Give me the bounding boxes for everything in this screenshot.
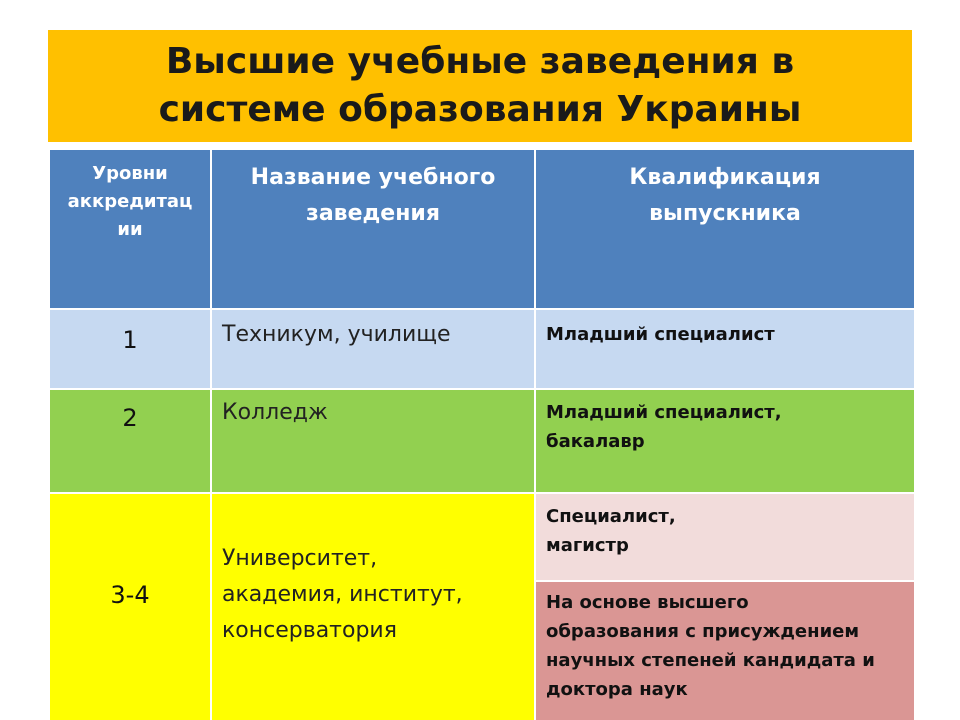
header-levels [49, 149, 211, 309]
title-banner [48, 30, 912, 142]
level-cell: 1 [49, 309, 211, 389]
institution-line: Колледж [222, 400, 328, 425]
institution-line: академия, институт, [222, 582, 463, 607]
table-row [49, 493, 915, 581]
header-levels-line: Уровни [92, 163, 168, 184]
header-levels-line: ии [117, 219, 143, 240]
qualification-line: Специалист, [546, 506, 676, 527]
qualification-line: магистр [546, 535, 629, 556]
header-name-line: Название учебного [250, 165, 496, 190]
institution-line: Университет, [222, 546, 378, 571]
institution-cell [211, 389, 535, 493]
header-name-line: заведения [306, 201, 440, 226]
table-row [49, 309, 915, 389]
qualification-cell [535, 309, 915, 389]
qualification-cell [535, 493, 915, 581]
qualification-cell-extra [535, 581, 915, 720]
table-header-row [49, 149, 915, 309]
header-qualification-line: Квалификация [629, 165, 821, 190]
qualification-line: На основе высшего [546, 592, 749, 613]
header-qualification-line: выпускника [649, 201, 801, 226]
institution-line: Техникум, училище [222, 322, 451, 347]
qualification-line: бакалавр [546, 431, 645, 452]
title-line-1: Высшие учебные заведения в [165, 41, 795, 82]
qualification-line: образования с присуждением [546, 621, 860, 642]
table-row [49, 389, 915, 493]
level-cell: 2 [49, 389, 211, 493]
level-cell: 3-4 [49, 493, 211, 720]
qualification-cell [535, 389, 915, 493]
institution-line: консерватория [222, 618, 397, 643]
header-name [211, 149, 535, 309]
title-line-2: системе образования Украины [158, 89, 802, 130]
header-qualification [535, 149, 915, 309]
education-table [48, 148, 916, 720]
slide-title [48, 38, 912, 134]
qualification-line: научных степеней кандидата и [546, 650, 875, 671]
qualification-line: Младший специалист [546, 324, 775, 345]
qualification-line: доктора наук [546, 679, 688, 700]
qualification-line: Младший специалист, [546, 402, 782, 423]
institution-cell [211, 309, 535, 389]
header-levels-line: аккредитац [67, 191, 193, 212]
institution-cell [211, 493, 535, 720]
